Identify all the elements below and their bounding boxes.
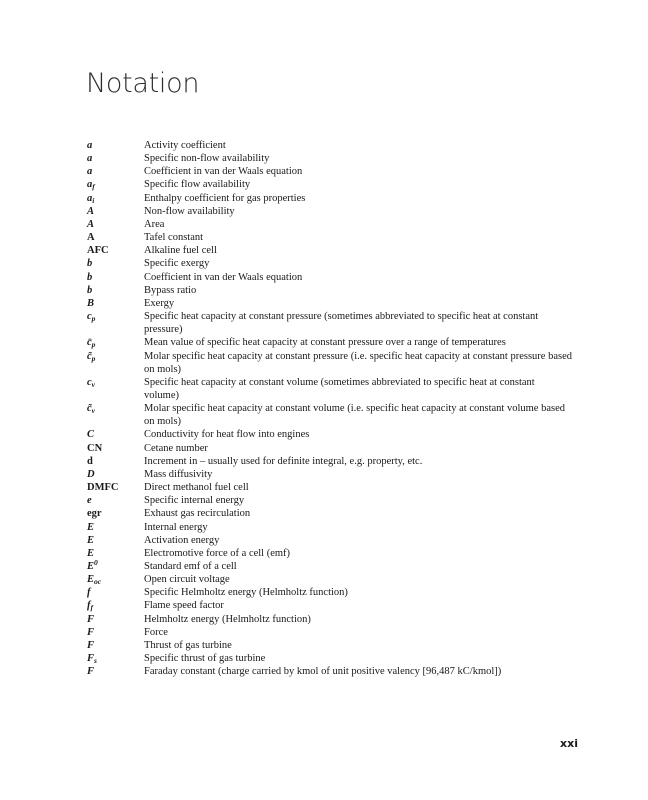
notation-definition: Helmholtz energy (Helmholtz function) (144, 613, 311, 625)
notation-definition: Standard emf of a cell (144, 561, 237, 572)
notation-definition: Increment in – usually used for definite integral, e.g. property, etc. (144, 455, 423, 467)
notation-symbol (87, 376, 144, 389)
notation-row (87, 586, 587, 599)
symbol-base: A (87, 218, 95, 230)
notation-row (87, 639, 587, 652)
notation-symbol (87, 613, 144, 626)
notation-symbol (87, 626, 144, 639)
notation-row (87, 139, 587, 152)
symbol-base: E (87, 547, 95, 559)
notation-symbol (87, 389, 144, 402)
notation-row (87, 573, 587, 586)
notation-row (87, 310, 587, 323)
notation-definition: Specific internal energy (144, 495, 245, 507)
symbol-subscript: f (90, 603, 93, 613)
symbol-superscript: 0 (94, 558, 98, 567)
notation-row (87, 297, 587, 310)
notation-row (87, 665, 587, 678)
notation-symbol (87, 205, 144, 218)
notation-row (87, 178, 587, 191)
symbol-base: E (87, 561, 95, 572)
notation-definition: Internal energy (144, 521, 208, 533)
notation-definition: Activation energy (144, 534, 220, 546)
notation-definition: Specific exergy (144, 258, 210, 270)
symbol-subscript: oc (94, 577, 102, 587)
notation-definition: Mean value of specific heat capacity at constant pressure over a range of temperatures (144, 337, 506, 349)
notation-symbol (87, 152, 144, 165)
symbol-base: F (87, 666, 95, 678)
notation-definition: Open circuit voltage (144, 574, 230, 586)
notation-symbol (87, 350, 144, 363)
symbol-base: E (87, 534, 95, 546)
notation-definition: Specific non-flow availability (144, 153, 270, 165)
symbol-base: DMFC (87, 482, 119, 494)
notation-symbol (87, 639, 144, 652)
notation-symbol (87, 244, 144, 257)
notation-row (87, 534, 587, 547)
notation-symbol (87, 415, 144, 428)
notation-definition: Coefficient in van der Waals equation (144, 166, 303, 178)
notation-symbol (87, 271, 144, 284)
notation-row (87, 363, 587, 376)
notation-row (87, 521, 587, 534)
symbol-base: F (87, 639, 95, 651)
notation-definition: Cetane number (144, 442, 208, 454)
symbol-base: E (87, 574, 95, 586)
symbol-subscript: p (91, 314, 96, 324)
notation-symbol (87, 310, 144, 323)
notation-row (87, 494, 587, 507)
symbol-base: f (87, 587, 91, 599)
symbol-base: a (87, 166, 93, 178)
notation-definition: on mols) (144, 416, 182, 428)
symbol-subscript: i (92, 195, 95, 205)
symbol-base: AFC (87, 245, 109, 257)
notation-definition: Flame speed factor (144, 600, 224, 612)
symbol-base: b (87, 284, 93, 296)
notation-symbol (87, 231, 144, 244)
symbol-base: C (87, 429, 95, 441)
notation-row (87, 560, 587, 573)
symbol-subscript: s (94, 656, 97, 666)
notation-definition: Specific thrust of gas turbine (144, 653, 266, 665)
symbol-base: b (87, 271, 93, 283)
symbol-base: a (87, 192, 93, 204)
notation-symbol (87, 534, 144, 547)
symbol-base: c̃ (87, 350, 92, 362)
notation-row (87, 323, 587, 336)
symbol-base: c (87, 311, 92, 323)
notation-row (87, 271, 587, 284)
notation-symbol (87, 586, 144, 599)
notation-row (87, 652, 587, 665)
symbol-base: e (87, 495, 92, 507)
symbol-base: c̄ (87, 337, 92, 349)
symbol-subscript: p (91, 353, 96, 363)
symbol-base: b (87, 258, 93, 270)
notation-symbol (87, 507, 144, 520)
symbol-base: c (87, 376, 92, 388)
notation-definition: Direct methanol fuel cell (144, 482, 249, 494)
notation-row (87, 507, 587, 520)
notation-definition: Coefficient in van der Waals equation (144, 271, 303, 283)
notation-row (87, 428, 587, 441)
notation-row (87, 481, 587, 494)
notation-symbol (87, 165, 144, 178)
symbol-base: F (87, 626, 95, 638)
symbol-base: F (87, 613, 95, 625)
symbol-base: B (87, 297, 95, 309)
notation-symbol (87, 428, 144, 441)
notation-definition: Exhaust gas recirculation (144, 508, 251, 520)
notation-row (87, 376, 587, 389)
symbol-base: A (87, 205, 95, 217)
symbol-base: f (87, 600, 91, 612)
notation-definition: volume) (144, 389, 179, 401)
notation-symbol (87, 363, 144, 376)
notation-definition: pressure) (144, 324, 183, 336)
notation-definition: Enthalpy coefficient for gas properties (144, 192, 306, 204)
notation-symbol (87, 218, 144, 231)
notation-definition: Activity coefficient (144, 140, 226, 151)
notation-row (87, 547, 587, 560)
symbol-base: a (87, 179, 93, 191)
notation-symbol (87, 481, 144, 494)
notation-symbol (87, 599, 144, 612)
symbol-base: d (87, 455, 93, 467)
notation-symbol (87, 139, 144, 152)
notation-definition: Molar specific heat capacity at constant volume (i.e. specific heat capacity at constant volume based (144, 403, 565, 415)
page-title: Notation (86, 68, 200, 99)
notation-row (87, 442, 587, 455)
symbol-subscript: p (91, 340, 96, 350)
notation-symbol (87, 521, 144, 534)
notation-row (87, 231, 587, 244)
notation-symbol (87, 257, 144, 270)
notation-definition: on mols) (144, 363, 182, 375)
notation-row (87, 455, 587, 468)
notation-definition: Exergy (144, 297, 175, 309)
symbol-base: A (87, 232, 95, 244)
symbol-base: CN (87, 442, 103, 454)
symbol-base: a (87, 140, 93, 151)
notation-symbol (87, 323, 144, 336)
symbol-base: E (87, 521, 95, 533)
notation-definition: Specific heat capacity at constant volume (sometimes abbreviated to specific heat at constant (144, 376, 535, 388)
notation-symbol (87, 284, 144, 297)
notation-row (87, 205, 587, 218)
notation-symbol (87, 573, 144, 586)
symbol-subscript: v (91, 379, 96, 389)
symbol-base: egr (87, 508, 102, 520)
symbol-base: c̃ (87, 403, 92, 415)
notation-row (87, 152, 587, 165)
notation-definition: Specific heat capacity at constant pressure (sometimes abbreviated to specific heat at constant (144, 311, 539, 323)
notation-symbol (87, 336, 144, 349)
symbol-base: F (87, 653, 95, 665)
notation-definition: Electromotive force of a cell (emf) (144, 547, 291, 559)
notation-row (87, 218, 587, 231)
notation-row (87, 415, 587, 428)
notation-row (87, 402, 587, 415)
notation-row (87, 244, 587, 257)
notation-definition: Tafel constant (144, 232, 204, 244)
notation-row (87, 192, 587, 205)
notation-row (87, 626, 587, 639)
notation-definition: Force (144, 626, 168, 638)
notation-row (87, 613, 587, 626)
notation-symbol (87, 402, 144, 415)
symbol-base: D (87, 468, 95, 480)
notation-definition: Specific Helmholtz energy (Helmholtz function) (144, 587, 348, 599)
notation-row (87, 599, 587, 612)
notation-row (87, 389, 587, 402)
notation-symbol (87, 652, 144, 665)
symbol-subscript: v (91, 406, 96, 416)
notation-row (87, 284, 587, 297)
notation-symbol (87, 494, 144, 507)
notation-row (87, 350, 587, 363)
notation-definition: Non-flow availability (144, 205, 235, 217)
notation-row (87, 336, 587, 349)
notation-definition: Alkaline fuel cell (144, 245, 217, 257)
symbol-subscript: f (92, 182, 95, 192)
notation-row (87, 165, 587, 178)
notation-row (87, 468, 587, 481)
notation-symbol (87, 178, 144, 191)
notation-symbol (87, 455, 144, 468)
notation-definition: Specific flow availability (144, 179, 251, 191)
notation-list (87, 139, 587, 678)
notation-symbol (87, 192, 144, 205)
notation-row (87, 257, 587, 270)
notation-symbol (87, 468, 144, 481)
notation-definition: Area (144, 218, 165, 230)
page-number: xxi (560, 737, 578, 750)
notation-definition: Thrust of gas turbine (144, 639, 232, 651)
notation-symbol (87, 560, 144, 573)
notation-definition: Bypass ratio (144, 284, 197, 296)
notation-symbol (87, 442, 144, 455)
notation-definition: Conductivity for heat flow into engines (144, 429, 310, 441)
notation-definition: Faraday constant (charge carried by kmol of unit positive valency [96,487 kC/kmol]) (144, 666, 502, 678)
symbol-base: a (87, 153, 93, 165)
notation-symbol (87, 665, 144, 678)
notation-definition: Molar specific heat capacity at constant pressure (i.e. specific heat capacity at constant pressure based (144, 350, 572, 362)
notation-definition: Mass diffusivity (144, 468, 213, 480)
notation-symbol (87, 297, 144, 310)
